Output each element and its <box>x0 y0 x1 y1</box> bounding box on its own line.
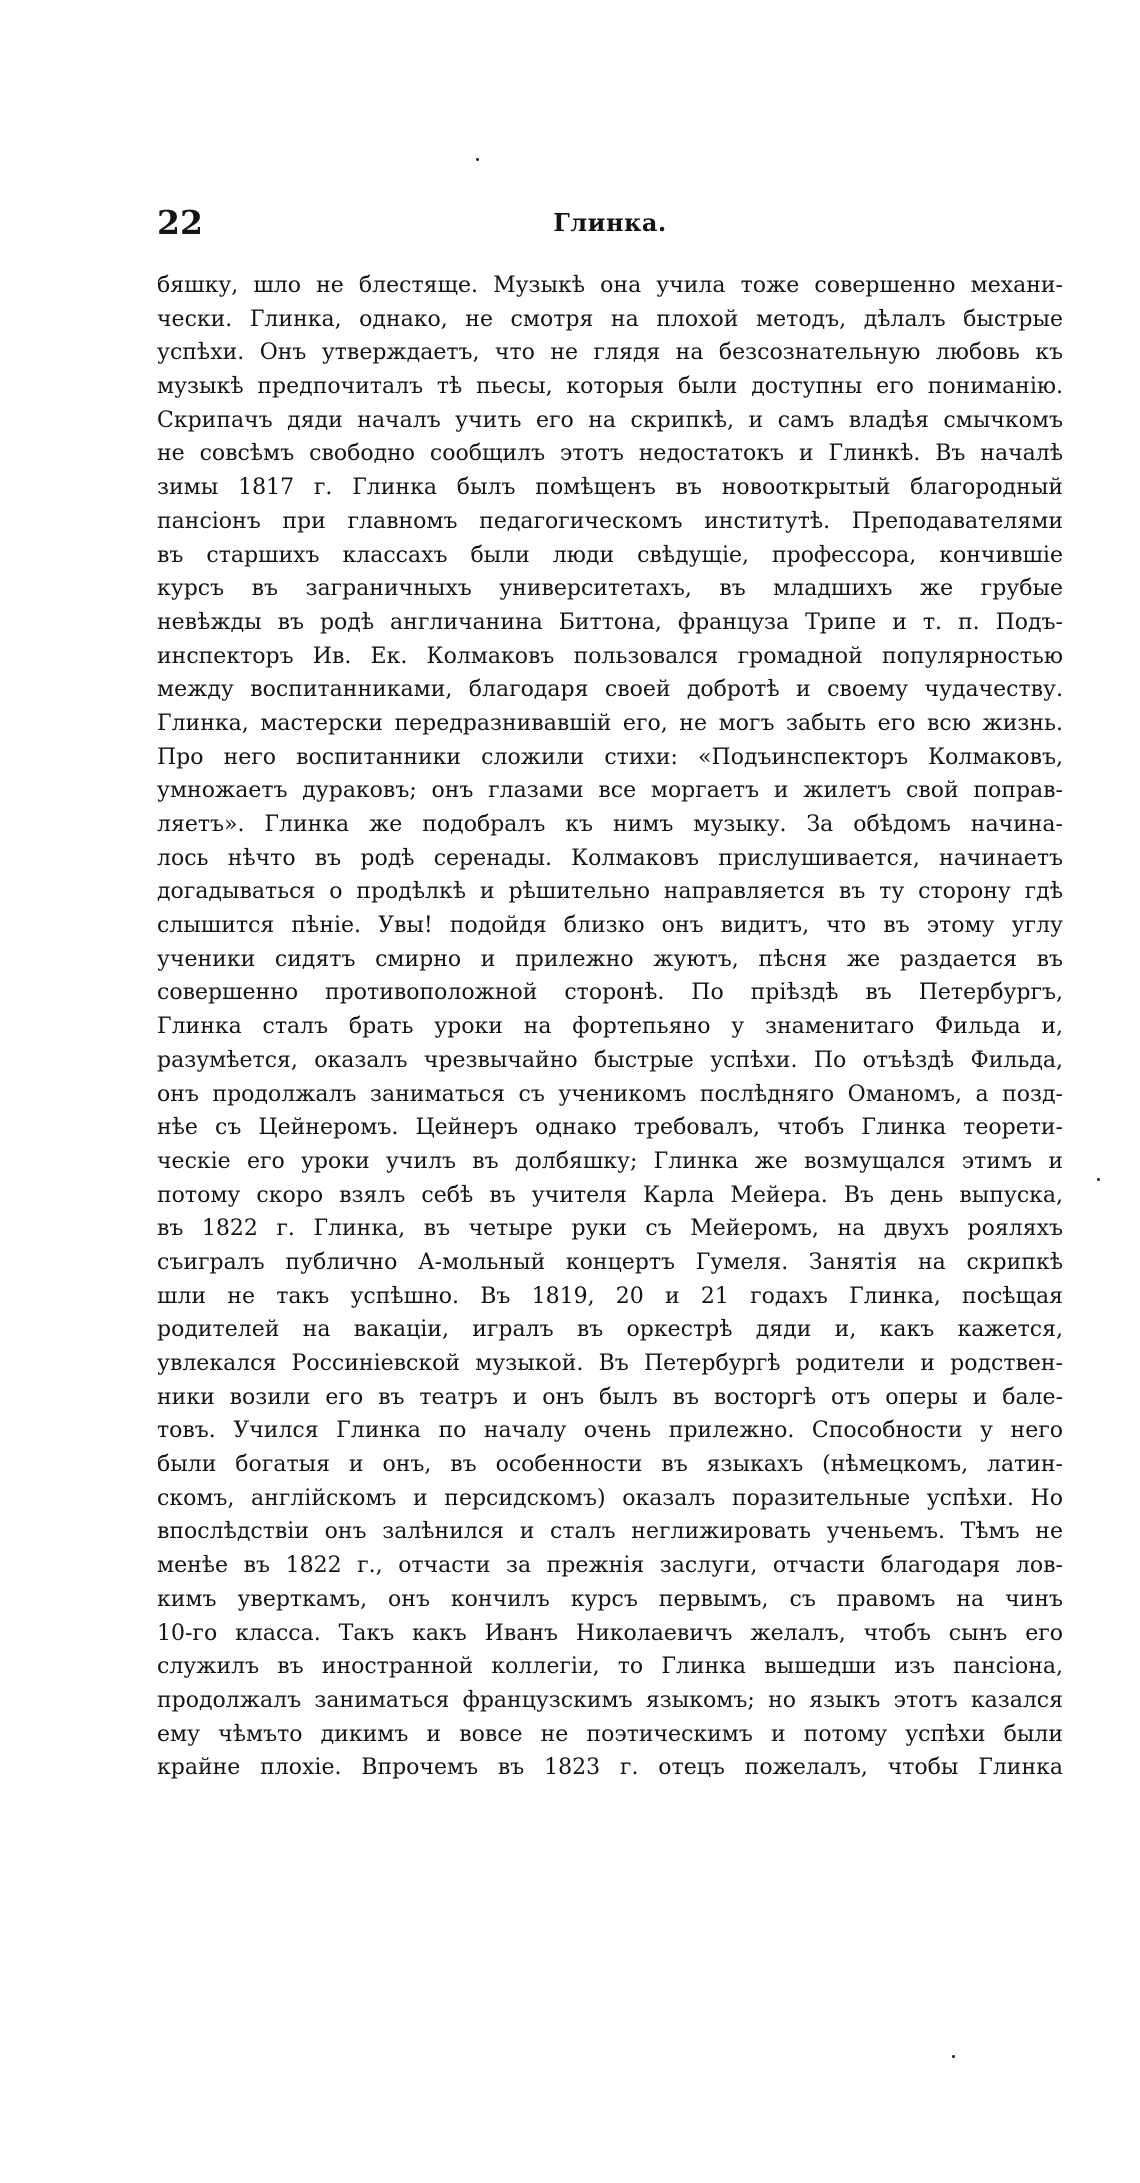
text-line: родителей на вакаціи, игралъ въ оркестрѣ дяди и, какъ кажется, <box>157 1317 1063 1343</box>
print-speck-top <box>476 158 479 161</box>
text-line: нѣе съ Цейнеромъ. Цейнеръ однако требовалъ, чтобъ Глинка теорети- <box>157 1115 1063 1141</box>
text-line: невѣжды въ родѣ англичанина Биттона, француза Трипе и т. п. Подъ- <box>157 609 1063 635</box>
text-line: чески. Глинка, однако, не смотря на плохой методъ, дѣлалъ быстрые <box>157 306 1063 332</box>
text-line: увлекался Россиніевской музыкой. Въ Петербургѣ родители и родствен- <box>157 1351 1063 1376</box>
text-line: Глинка сталъ брать уроки на фортепьяно у знаменитаго Фильда и, <box>157 1014 1063 1040</box>
text-line: Про него воспитанники сложили стихи: «Подъинспекторъ Колмаковъ, <box>157 744 1063 770</box>
text-line: не совсѣмъ свободно сообщилъ этотъ недостатокъ и Глинкѣ. Въ началѣ <box>157 441 1063 467</box>
text-line: пансіонъ при главномъ педагогическомъ институтѣ. Преподавателями <box>157 508 1063 534</box>
text-line: зимы 1817 г. Глинка былъ помѣщенъ въ новооткрытый благородный <box>157 475 1063 501</box>
text-line: шли не такъ успѣшно. Въ 1819, 20 и 21 годахъ Глинка, посѣщая <box>157 1283 1063 1309</box>
text-line: умножаетъ дураковъ; онъ глазами все моргаетъ и жилетъ свой поправ- <box>157 778 1063 804</box>
text-line: скомъ, англійскомъ и персидскомъ) оказалъ поразительные успѣхи. Но <box>157 1485 1063 1511</box>
page-number: 22 <box>157 203 203 242</box>
text-line: Скрипачъ дяди началъ учить его на скрипкѣ, и самъ владѣя смычкомъ <box>157 407 1063 433</box>
text-line: между воспитанниками, благодаря своей добротѣ и своему чудачеству. <box>157 677 1063 703</box>
text-line: разумѣется, оказалъ чрезвычайно быстрые успѣхи. По отъѣздѣ Фильда, <box>157 1047 1063 1073</box>
print-speck-right <box>1097 1178 1100 1181</box>
text-line: впослѣдствіи онъ залѣнился и сталъ неглижировать ученьемъ. Тѣмъ не <box>157 1519 1063 1545</box>
text-line: ляетъ». Глинка же подобралъ къ нимъ музыку. За обѣдомъ начина- <box>157 812 1063 837</box>
print-speck-bottom <box>952 2055 955 2058</box>
text-line: ческіе его уроки училъ въ долбяшку; Глинка же возмущался этимъ и <box>157 1148 1063 1174</box>
text-line: инспекторъ Ив. Ек. Колмаковъ пользовался громадной популярностью <box>157 643 1063 669</box>
text-line: бяшку, шло не блестяще. Музыкѣ она учила тоже совершенно механи- <box>157 273 1063 298</box>
text-line: музыкѣ предпочиталъ тѣ пьесы, которыя были доступны его пониманію. <box>157 374 1063 400</box>
text-line: онъ продолжалъ заниматься съ ученикомъ послѣдняго Оманомъ, а позд- <box>157 1081 1063 1107</box>
text-line: ученики сидятъ смирно и прилежно жуютъ, пѣсня же раздается въ <box>157 946 1063 972</box>
body-text <box>157 269 1063 1785</box>
text-line: слышится пѣніе. Увы! подойдя близко онъ видитъ, что въ этому углу <box>157 913 1063 939</box>
text-line: 10-го класса. Такъ какъ Иванъ Николаевичъ желалъ, чтобъ сынъ его <box>157 1620 1063 1646</box>
text-line: Глинка, мастерски передразнивавшій его, не могъ забыть его всю жизнь. <box>157 710 1063 736</box>
text-line: съигралъ публично А-мольный концертъ Гумеля. Занятія на скрипкѣ <box>157 1249 1063 1275</box>
text-line: служилъ въ иностранной коллегіи, то Глинка вышедши изъ пансіона, <box>157 1654 1063 1680</box>
text-line: товъ. Учился Глинка по началу очень прилежно. Способности у него <box>157 1418 1063 1444</box>
text-line: курсъ въ заграничныхъ университетахъ, въ младшихъ же грубые <box>157 576 1063 602</box>
text-line: менѣе въ 1822 г., отчасти за прежнія заслуги, отчасти благодаря лов- <box>157 1553 1063 1579</box>
text-line: въ 1822 г. Глинка, въ четыре руки съ Мейеромъ, на двухъ рояляхъ <box>157 1216 1063 1242</box>
text-line: въ старшихъ классахъ были люди свѣдущіе, профессора, кончившіе <box>157 542 1063 568</box>
text-line: потому скоро взялъ себѣ въ учителя Карла Мейера. Въ день выпуска, <box>157 1182 1063 1208</box>
text-line: продолжалъ заниматься французскимъ языкомъ; но языкъ этотъ казался <box>157 1687 1063 1713</box>
text-line: ники возили его въ театръ и онъ былъ въ восторгѣ отъ оперы и бале- <box>157 1384 1063 1410</box>
text-line: кимъ уверткамъ, онъ кончилъ курсъ первымъ, съ правомъ на чинъ <box>157 1586 1063 1612</box>
text-line: совершенно противоположной сторонѣ. По пріѣздѣ въ Петербургъ, <box>157 980 1063 1006</box>
text-line: догадываться о продѣлкѣ и рѣшительно направляется въ ту сторону гдѣ <box>157 879 1063 905</box>
text-line: успѣхи. Онъ утверждаетъ, что не глядя на безсознательную любовь къ <box>157 340 1063 366</box>
page-header <box>157 203 1063 243</box>
text-line: были богатыя и онъ, въ особенности въ языкахъ (нѣмецкомъ, латин- <box>157 1452 1063 1478</box>
text-line: лось нѣчто въ родѣ серенады. Колмаковъ прислушивается, начинаетъ <box>157 845 1063 871</box>
text-line: крайне плохіе. Впрочемъ въ 1823 г. отецъ пожелалъ, чтобы Глинка <box>157 1755 1063 1781</box>
text-line: ему чѣмъто дикимъ и вовсе не поэтическимъ и потому успѣхи были <box>157 1721 1063 1747</box>
running-title: Глинка. <box>553 208 667 237</box>
